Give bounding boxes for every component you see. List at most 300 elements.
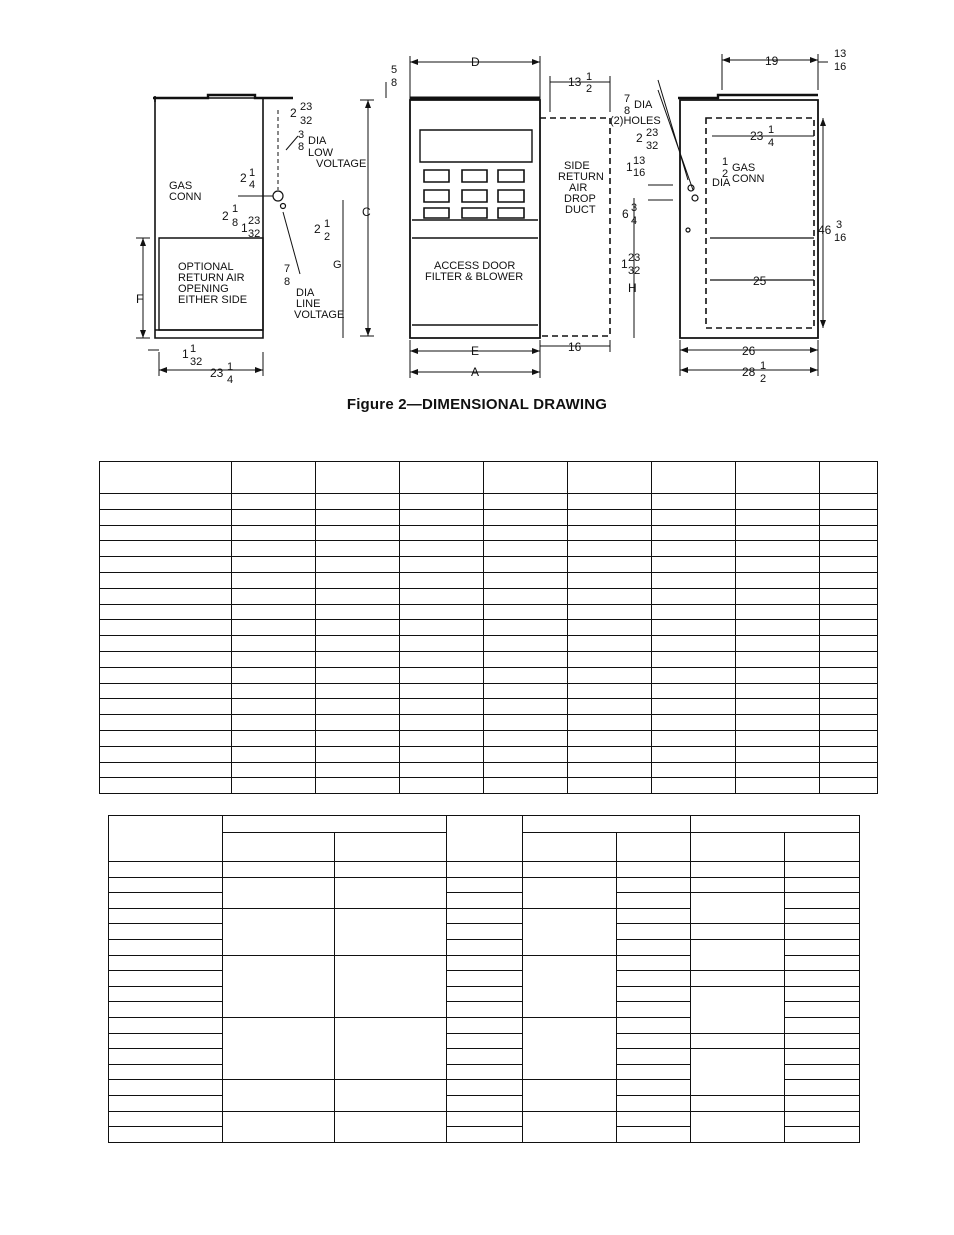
table-cell <box>316 746 400 762</box>
svg-text:CONN: CONN <box>732 173 765 185</box>
table-cell <box>400 572 484 588</box>
table-cell <box>736 588 820 604</box>
table-cell <box>109 1080 223 1096</box>
table-cell <box>568 541 652 557</box>
svg-text:LINE: LINE <box>296 298 321 310</box>
table-cell <box>736 509 820 525</box>
table-cell <box>484 730 568 746</box>
svg-text:23: 23 <box>300 101 313 113</box>
table-cell <box>523 908 617 955</box>
table-row <box>109 877 860 893</box>
table-cell <box>820 636 878 652</box>
table-cell <box>335 877 447 908</box>
table-cell <box>652 715 736 731</box>
table-cell <box>652 620 736 636</box>
table-cell <box>736 620 820 636</box>
table-cell <box>736 746 820 762</box>
table-cell <box>820 525 878 541</box>
table-cell <box>109 924 223 940</box>
table-cell <box>785 1080 860 1096</box>
table-cell <box>785 1095 860 1111</box>
svg-text:1: 1 <box>722 156 729 168</box>
table-cell <box>652 541 736 557</box>
table-cell <box>736 604 820 620</box>
table-row <box>109 862 860 878</box>
table-cell <box>232 604 316 620</box>
table-cell <box>316 683 400 699</box>
table-cell <box>223 908 335 955</box>
svg-text:25: 25 <box>753 274 767 288</box>
table-cell <box>736 683 820 699</box>
table-cell <box>400 746 484 762</box>
table-cell <box>400 541 484 557</box>
table-cell <box>617 971 691 987</box>
svg-text:VOLTAGE: VOLTAGE <box>294 309 345 321</box>
table-cell <box>736 557 820 573</box>
svg-text:(2)HOLES: (2)HOLES <box>610 115 661 127</box>
svg-text:G: G <box>333 259 342 271</box>
table-cell <box>736 462 820 494</box>
table-cell <box>447 1002 523 1018</box>
svg-text:4: 4 <box>768 137 775 149</box>
table-cell <box>523 833 617 862</box>
table-row <box>100 778 878 794</box>
table-cell <box>316 525 400 541</box>
table-cell <box>484 588 568 604</box>
svg-text:23: 23 <box>628 252 641 264</box>
table-cell <box>223 833 335 862</box>
table-cell <box>568 667 652 683</box>
table-cell <box>820 541 878 557</box>
table-cell <box>736 541 820 557</box>
table-cell <box>223 816 447 833</box>
table-cell <box>335 1017 447 1079</box>
table-cell <box>316 762 400 778</box>
table-cell <box>785 971 860 987</box>
svg-text:23: 23 <box>750 129 764 143</box>
svg-text:GAS: GAS <box>732 162 756 174</box>
table-cell <box>447 1017 523 1033</box>
table-cell <box>447 1064 523 1080</box>
table-cell <box>100 715 232 731</box>
table-cell <box>736 651 820 667</box>
table-cell <box>232 730 316 746</box>
table-row <box>100 746 878 762</box>
table-cell <box>617 893 691 909</box>
table-cell <box>109 1127 223 1143</box>
table-cell <box>109 1033 223 1049</box>
table-cell <box>447 1049 523 1065</box>
table-row <box>100 730 878 746</box>
table-cell <box>100 683 232 699</box>
table-cell <box>316 778 400 794</box>
table-cell <box>652 494 736 510</box>
table-cell <box>109 877 223 893</box>
table-cell <box>484 620 568 636</box>
table-cell <box>232 699 316 715</box>
table-cell <box>447 939 523 955</box>
table-cell <box>523 955 617 1017</box>
table-cell <box>820 730 878 746</box>
table-cell <box>100 699 232 715</box>
svg-text:2: 2 <box>586 83 593 95</box>
svg-text:1: 1 <box>586 71 593 83</box>
table-cell <box>109 1064 223 1080</box>
table-cell <box>232 620 316 636</box>
table-cell <box>100 762 232 778</box>
table-cell <box>568 494 652 510</box>
table-cell <box>691 877 785 893</box>
svg-text:1: 1 <box>227 361 234 373</box>
table-cell <box>785 908 860 924</box>
table-cell <box>109 908 223 924</box>
table-row <box>109 1049 860 1065</box>
svg-text:2: 2 <box>760 373 767 385</box>
table-cell <box>820 715 878 731</box>
svg-text:2: 2 <box>636 131 643 145</box>
table-cell <box>100 462 232 494</box>
table-cell <box>400 651 484 667</box>
table-cell <box>109 816 223 862</box>
svg-text:2: 2 <box>314 222 321 236</box>
table-cell <box>652 778 736 794</box>
table-cell <box>484 462 568 494</box>
svg-text:GAS: GAS <box>169 180 193 192</box>
table-cell <box>523 1080 617 1111</box>
table-cell <box>316 494 400 510</box>
table-cell <box>820 604 878 620</box>
table-row <box>100 588 878 604</box>
table-cell <box>400 667 484 683</box>
table-cell <box>109 1017 223 1033</box>
table-cell <box>691 924 785 940</box>
table-cell <box>617 908 691 924</box>
table-cell <box>568 620 652 636</box>
table-cell <box>100 557 232 573</box>
table-cell <box>447 1127 523 1143</box>
front-view <box>386 56 610 378</box>
table-cell <box>447 908 523 924</box>
table-cell <box>785 1127 860 1143</box>
table-cell <box>652 572 736 588</box>
table-cell <box>223 1111 335 1142</box>
table-cell <box>316 541 400 557</box>
table-cell <box>400 730 484 746</box>
table-row <box>100 667 878 683</box>
table-cell <box>484 572 568 588</box>
table-cell <box>568 730 652 746</box>
svg-text:32: 32 <box>628 265 641 277</box>
svg-text:1: 1 <box>249 167 256 179</box>
table-cell <box>785 1049 860 1065</box>
table-cell <box>820 651 878 667</box>
table-cell <box>484 683 568 699</box>
table-cell <box>484 541 568 557</box>
table-cell <box>316 572 400 588</box>
svg-text:46: 46 <box>818 223 832 237</box>
table-cell <box>652 746 736 762</box>
table-cell <box>232 525 316 541</box>
table-cell <box>736 730 820 746</box>
table-cell <box>617 1017 691 1033</box>
svg-text:8: 8 <box>232 217 239 229</box>
table-cell <box>820 572 878 588</box>
table-cell <box>484 604 568 620</box>
table-cell <box>568 525 652 541</box>
table-cell <box>316 636 400 652</box>
svg-text:DROP: DROP <box>564 193 596 205</box>
table-row <box>100 572 878 588</box>
table-cell <box>652 462 736 494</box>
table-cell <box>785 877 860 893</box>
table-cell <box>109 893 223 909</box>
table-cell <box>400 494 484 510</box>
table-cell <box>447 955 523 971</box>
table-cell <box>232 778 316 794</box>
table-cell <box>400 604 484 620</box>
table-cell <box>617 1002 691 1018</box>
table-row <box>100 557 878 573</box>
table-cell <box>484 699 568 715</box>
table-row <box>109 1033 860 1049</box>
table-row <box>100 715 878 731</box>
table-row <box>100 683 878 699</box>
svg-text:13: 13 <box>633 155 646 167</box>
table-row <box>100 604 878 620</box>
svg-text:OPENING: OPENING <box>178 283 229 295</box>
table-cell <box>484 636 568 652</box>
table-row <box>100 762 878 778</box>
svg-text:32: 32 <box>646 140 659 152</box>
svg-text:DUCT: DUCT <box>565 204 596 216</box>
table-cell <box>100 572 232 588</box>
table-row <box>109 971 860 987</box>
svg-text:16: 16 <box>834 61 847 73</box>
table-cell <box>400 525 484 541</box>
table-cell <box>785 833 860 862</box>
table-cell <box>223 862 335 878</box>
table-cell <box>232 667 316 683</box>
table-cell <box>109 1095 223 1111</box>
svg-text:2: 2 <box>222 209 229 223</box>
svg-text:1: 1 <box>182 347 189 361</box>
svg-text:5: 5 <box>391 64 398 76</box>
table-cell <box>447 986 523 1002</box>
table-cell <box>617 1049 691 1065</box>
table-cell <box>820 699 878 715</box>
table-row <box>100 541 878 557</box>
svg-text:2: 2 <box>722 168 729 180</box>
svg-text:3: 3 <box>298 129 305 141</box>
svg-text:1: 1 <box>768 124 775 136</box>
figure-caption: Figure 2—DIMENSIONAL DRAWING <box>346 396 608 413</box>
table-cell <box>447 971 523 987</box>
svg-text:AIR: AIR <box>569 182 588 194</box>
table-cell <box>691 893 785 924</box>
table-cell <box>109 1049 223 1065</box>
svg-text:32: 32 <box>248 228 261 240</box>
table-cell <box>568 588 652 604</box>
table-cell <box>100 667 232 683</box>
table-cell <box>316 699 400 715</box>
table-cell <box>109 971 223 987</box>
table-cell <box>400 778 484 794</box>
svg-text:RETURN: RETURN <box>558 171 604 183</box>
svg-text:3: 3 <box>836 219 843 231</box>
svg-text:2: 2 <box>240 171 247 185</box>
table-cell <box>820 509 878 525</box>
table-cell <box>568 636 652 652</box>
table-cell <box>568 509 652 525</box>
table-cell <box>232 557 316 573</box>
svg-text:ACCESS DOOR: ACCESS DOOR <box>434 260 516 272</box>
svg-text:DIA: DIA <box>712 177 731 189</box>
table-row <box>100 636 878 652</box>
table-cell <box>652 525 736 541</box>
table-cell <box>335 833 447 862</box>
table-cell <box>652 557 736 573</box>
svg-text:FILTER & BLOWER: FILTER & BLOWER <box>425 271 524 283</box>
svg-text:32: 32 <box>300 115 313 127</box>
svg-text:16: 16 <box>633 167 646 179</box>
table-cell <box>335 955 447 1017</box>
table-cell <box>232 541 316 557</box>
dimensions-table <box>99 461 878 794</box>
svg-text:8: 8 <box>284 276 291 288</box>
table-cell <box>652 604 736 620</box>
table-cell <box>652 667 736 683</box>
svg-text:7: 7 <box>624 93 631 105</box>
table-cell <box>447 862 523 878</box>
table-cell <box>484 525 568 541</box>
table-cell <box>568 572 652 588</box>
svg-text:OPTIONAL: OPTIONAL <box>178 261 234 273</box>
svg-text:8: 8 <box>298 141 305 153</box>
svg-text:7: 7 <box>284 263 291 275</box>
table-cell <box>447 816 523 862</box>
svg-text:DIA: DIA <box>634 99 653 111</box>
svg-text:DIA: DIA <box>308 135 327 147</box>
table-cell <box>568 762 652 778</box>
table-cell <box>223 1017 335 1079</box>
table-cell <box>820 762 878 778</box>
table-cell <box>400 699 484 715</box>
table-cell <box>736 762 820 778</box>
table-cell <box>523 877 617 908</box>
svg-text:1: 1 <box>621 257 628 271</box>
table-cell <box>316 557 400 573</box>
table-cell <box>484 746 568 762</box>
table-cell <box>820 620 878 636</box>
table-cell <box>447 1095 523 1111</box>
svg-text:D: D <box>471 55 480 69</box>
table-cell <box>447 1111 523 1127</box>
table-cell <box>447 893 523 909</box>
table-cell <box>523 1111 617 1142</box>
svg-text:23: 23 <box>646 127 659 139</box>
table-cell <box>232 462 316 494</box>
table-cell <box>223 877 335 908</box>
table-row <box>100 620 878 636</box>
svg-text:4: 4 <box>631 215 638 227</box>
table-cell <box>785 1017 860 1033</box>
table-cell <box>484 557 568 573</box>
svg-text:F: F <box>136 292 144 306</box>
svg-text:LOW: LOW <box>308 147 334 159</box>
table-cell <box>820 746 878 762</box>
table-cell <box>316 715 400 731</box>
table-row <box>109 816 860 833</box>
table-cell <box>232 651 316 667</box>
table-cell <box>652 683 736 699</box>
svg-text:EITHER SIDE: EITHER SIDE <box>178 294 248 306</box>
table-cell <box>400 557 484 573</box>
table-cell <box>617 1127 691 1143</box>
table-cell <box>617 924 691 940</box>
svg-text:E: E <box>471 344 480 358</box>
table-cell <box>100 525 232 541</box>
table-cell <box>568 683 652 699</box>
table-cell <box>316 604 400 620</box>
table-cell <box>785 893 860 909</box>
table-cell <box>691 816 860 833</box>
table-cell <box>736 699 820 715</box>
dimensional-drawing <box>128 40 848 392</box>
svg-text:H: H <box>628 281 637 295</box>
table-cell <box>785 1111 860 1127</box>
svg-text:26: 26 <box>742 344 756 358</box>
table-cell <box>523 862 617 878</box>
table-cell <box>691 862 785 878</box>
svg-text:13: 13 <box>568 75 582 89</box>
table-cell <box>617 1111 691 1127</box>
svg-text:1: 1 <box>190 343 197 355</box>
table-row <box>100 699 878 715</box>
table-cell <box>232 715 316 731</box>
table-cell <box>568 778 652 794</box>
table-row <box>109 924 860 940</box>
table-cell <box>820 557 878 573</box>
table-cell <box>652 730 736 746</box>
table-cell <box>652 651 736 667</box>
table-cell <box>316 730 400 746</box>
table-cell <box>484 778 568 794</box>
table-cell <box>109 1111 223 1127</box>
table-cell <box>400 762 484 778</box>
table-cell <box>335 908 447 955</box>
table-cell <box>400 588 484 604</box>
svg-text:1: 1 <box>760 360 767 372</box>
table-cell <box>400 715 484 731</box>
table-cell <box>785 1002 860 1018</box>
svg-text:C: C <box>362 205 371 219</box>
svg-text:1: 1 <box>324 218 331 230</box>
table-row <box>109 1111 860 1127</box>
table-cell <box>100 604 232 620</box>
svg-text:1: 1 <box>626 160 633 174</box>
table-cell <box>691 1033 785 1049</box>
table-row <box>100 462 878 494</box>
table-cell <box>820 588 878 604</box>
table-cell <box>523 816 691 833</box>
table-cell <box>400 636 484 652</box>
table-cell <box>568 715 652 731</box>
table-cell <box>736 778 820 794</box>
table-cell <box>484 762 568 778</box>
table-cell <box>691 1111 785 1142</box>
table-cell <box>100 730 232 746</box>
table-cell <box>100 588 232 604</box>
